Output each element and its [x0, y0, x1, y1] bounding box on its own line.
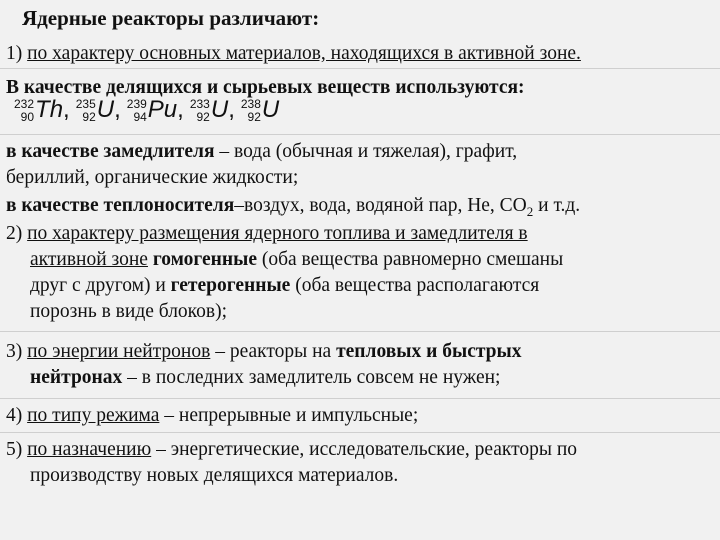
isotope-mass-number: 235: [75, 97, 96, 111]
item-5-number: 5): [6, 439, 28, 460]
item-5-line-1: [6, 438, 716, 462]
fissile-heading: В качестве делящихся и сырьевых веществ используются:: [6, 77, 525, 98]
item-2-title-2: активной зоне: [30, 249, 148, 270]
item-1: [6, 42, 716, 66]
item-3-text-2: – в последних замедлитель совсем не нужен;: [122, 367, 501, 388]
item-2-text-3: (оба вещества располагаются: [290, 275, 540, 296]
isotope: [190, 96, 235, 136]
item-5-title: по назначению: [27, 439, 152, 460]
item-2-text-1: (оба вещества равномерно смешаны: [256, 249, 564, 270]
item-2-line-4: порознь в виде блоков);: [30, 301, 228, 322]
divider: [0, 68, 720, 69]
isotope-symbol: U: [261, 96, 280, 123]
item-2-heterogeneous: гетерогенные: [170, 275, 291, 296]
divider: [0, 331, 720, 332]
isotope-numbers: [241, 98, 261, 124]
isotope-separator: ,: [114, 96, 121, 123]
moderator-line-2: бериллий, органические жидкости;: [6, 167, 299, 188]
item-2-line-3: [30, 274, 716, 298]
item-3-title: по энергии нейтронов: [27, 341, 211, 362]
item-1-number: 1): [6, 43, 28, 64]
isotope-separator: ,: [63, 96, 70, 123]
coolant-tail: и т.д.: [533, 195, 581, 216]
divider: [0, 432, 720, 433]
item-2-homogeneous: гомогенные: [147, 249, 257, 270]
isotope-symbol: Th: [35, 96, 64, 123]
coolant-text: –воздух, вода, водяной пар, He, CO: [234, 195, 527, 216]
moderator-text-1: – вода (обычная и тяжелая), графит,: [214, 141, 518, 162]
coolant-line: [6, 194, 716, 224]
isotope-numbers: [127, 98, 147, 124]
isotope-numbers: [190, 98, 210, 124]
isotope-numbers: [14, 98, 34, 124]
isotope: [14, 96, 70, 136]
item-4-number: 4): [6, 405, 28, 426]
isotope-mass-number: 238: [240, 97, 261, 111]
isotope-atomic-number: 92: [82, 110, 96, 124]
item-2-text-2: друг с другом) и: [30, 275, 171, 296]
item-3-bold-2: нейтронах: [30, 367, 123, 388]
item-4-text: – непрерывные и импульсные;: [159, 405, 419, 426]
item-3-text-1: – реакторы на: [210, 341, 337, 362]
isotope-symbol: U: [210, 96, 229, 123]
isotope-symbol: U: [96, 96, 115, 123]
isotope-mass-number: 239: [126, 97, 147, 111]
isotope-separator: ,: [228, 96, 235, 123]
item-2-line-1: [6, 222, 716, 246]
item-4: [6, 404, 716, 428]
page-title: Ядерные реакторы различают:: [22, 6, 320, 30]
isotope-atomic-number: 92: [247, 110, 261, 124]
isotope: [127, 96, 184, 136]
isotope-atomic-number: 92: [196, 110, 210, 124]
item-4-title: по типу режима: [27, 405, 160, 426]
coolant-label: в качестве теплоносителя: [6, 195, 235, 216]
isotope: [241, 96, 279, 136]
item-5-text-1: – энергетические, исследовательские, реакторы по: [151, 439, 578, 460]
divider: [0, 398, 720, 399]
item-3-line-2: [30, 366, 716, 390]
item-3-bold-1: тепловых и быстрых: [336, 341, 522, 362]
item-5-line-2: производству новых делящихся материалов.: [30, 465, 399, 486]
isotope-mass-number: 232: [14, 97, 35, 111]
divider: [0, 134, 720, 135]
isotope-atomic-number: 94: [133, 110, 147, 124]
item-2-number: 2): [6, 223, 28, 244]
item-2-line-2: [30, 248, 716, 272]
isotope-list: [14, 96, 285, 136]
item-3-line-1: [6, 340, 716, 364]
item-3-number: 3): [6, 341, 28, 362]
isotope-symbol: Pu: [147, 96, 178, 123]
item-2-title-1: по характеру размещения ядерного топлива и замедлителя в: [27, 223, 528, 244]
item-1-text: по характеру основных материалов, находящихся в активной зоне.: [27, 43, 581, 64]
isotope-numbers: [76, 98, 96, 124]
moderator-label: в качестве замедлителя: [6, 141, 215, 162]
isotope-atomic-number: 90: [20, 110, 35, 124]
isotope-separator: ,: [177, 96, 184, 123]
isotope-mass-number: 233: [189, 97, 210, 111]
moderator-line-1: [6, 140, 716, 164]
coolant-subscript: 2: [526, 203, 534, 219]
isotope: [76, 96, 121, 136]
